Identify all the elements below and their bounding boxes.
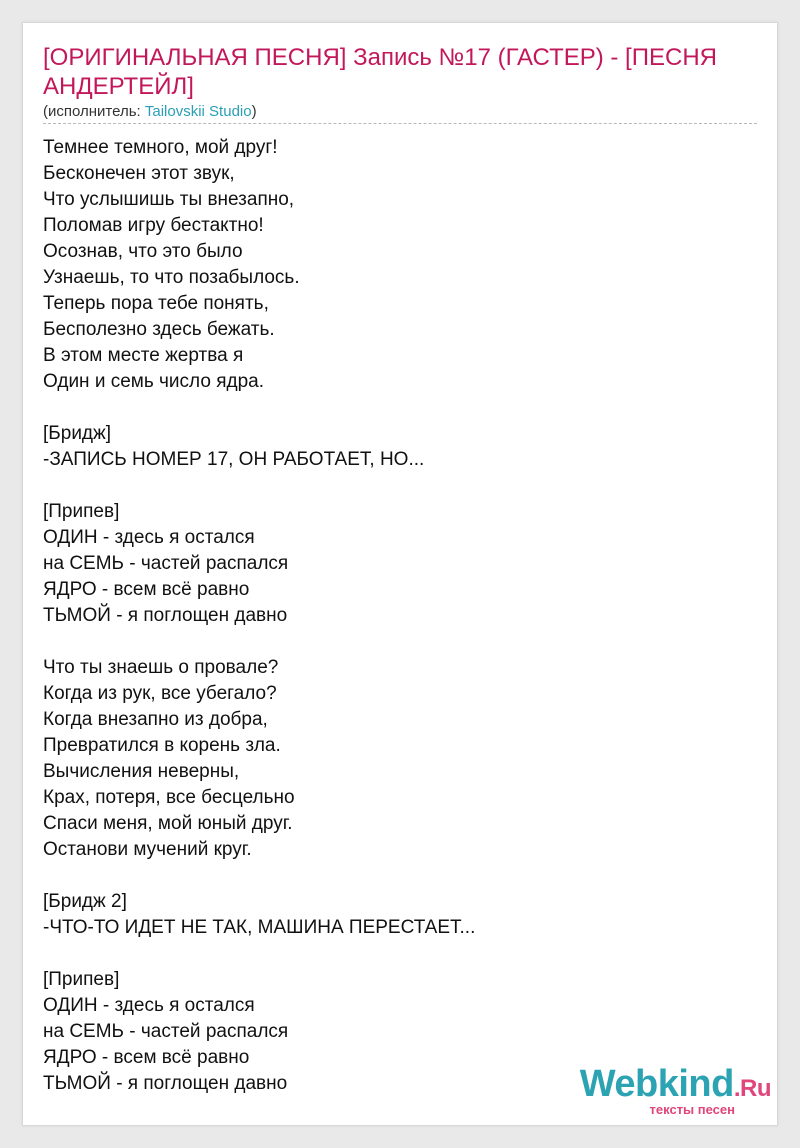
artist-suffix: ) xyxy=(251,103,257,120)
logo-domain: .Ru xyxy=(733,1075,771,1102)
lyric-line: Вычисления неверны, xyxy=(43,761,240,782)
logo-main-text: Webkind xyxy=(579,1063,734,1105)
lyric-line: [Бридж 2] xyxy=(43,891,127,912)
lyric-line: Поломав игру бестактно! xyxy=(43,215,264,236)
lyric-line: [Припев] xyxy=(43,969,120,990)
lyric-line: [Припев] xyxy=(43,501,120,522)
lyrics-text xyxy=(43,135,755,1097)
lyric-line: Один и семь число ядра. xyxy=(43,371,264,392)
lyric-blank-line xyxy=(43,941,755,967)
lyric-line: -ЗАПИСЬ НОМЕР 17, ОН РАБОТАЕТ, НО... xyxy=(43,449,425,470)
lyric-line: ЯДРО - всем всё равно xyxy=(43,579,250,600)
lyric-line: Что услышишь ты внезапно, xyxy=(43,189,295,210)
lyric-blank-line xyxy=(43,863,755,889)
lyric-line: ТЬМОЙ - я поглощен давно xyxy=(43,605,288,626)
lyric-blank-line xyxy=(43,473,755,499)
lyric-line: ОДИН - здесь я остался xyxy=(43,527,255,548)
lyric-line: Когда из рук, все убегало? xyxy=(43,683,277,704)
lyric-blank-line xyxy=(43,395,755,421)
lyric-line: Превратился в корень зла. xyxy=(43,735,281,756)
song-title: [ОРИГИНАЛЬНАЯ ПЕСНЯ] Запись №17 (ГАСТЕР) - [ПЕСНЯ АНДЕРТЕЙЛ] xyxy=(43,44,717,100)
lyric-line: Бесконечен этот звук, xyxy=(43,163,235,184)
lyrics-sheet xyxy=(22,22,778,1126)
lyric-line: ЯДРО - всем всё равно xyxy=(43,1047,250,1068)
lyric-line: Узнаешь, то что позабылось. xyxy=(43,267,300,288)
lyric-line: Спаси меня, мой юный друг. xyxy=(43,813,293,834)
artist-prefix: (исполнитель: xyxy=(43,103,145,120)
lyric-line: на СЕМЬ - частей распался xyxy=(43,553,289,574)
lyric-line: ОДИН - здесь я остался xyxy=(43,995,255,1016)
lyric-line: ТЬМОЙ - я поглощен давно xyxy=(43,1073,288,1094)
lyric-line: В этом месте жертва я xyxy=(43,345,244,366)
lyric-line: Темнее темного, мой друг! xyxy=(43,137,278,158)
webkind-logo[interactable] xyxy=(580,1065,771,1117)
lyric-blank-line xyxy=(43,629,755,655)
logo-tagline: тексты песен xyxy=(649,1102,735,1117)
lyric-line: Бесполезно здесь бежать. xyxy=(43,319,275,340)
lyric-line: Что ты знаешь о провале? xyxy=(43,657,279,678)
lyric-line: Осознав, что это было xyxy=(43,241,243,262)
lyric-line: Останови мучений круг. xyxy=(43,839,252,860)
artist-line xyxy=(43,103,257,120)
lyric-line: на СЕМЬ - частей распался xyxy=(43,1021,289,1042)
lyric-line: Когда внезапно из добра, xyxy=(43,709,268,730)
lyric-line: Крах, потеря, все бесцельно xyxy=(43,787,295,808)
title-divider xyxy=(43,123,757,124)
artist-link[interactable]: Tailovskii Studio xyxy=(144,103,252,120)
lyric-line: [Бридж] xyxy=(43,423,112,444)
lyric-line: -ЧТО-ТО ИДЕТ НЕ ТАК, МАШИНА ПЕРЕСТАЕТ... xyxy=(43,917,476,938)
lyric-line: Теперь пора тебе понять, xyxy=(43,293,269,314)
